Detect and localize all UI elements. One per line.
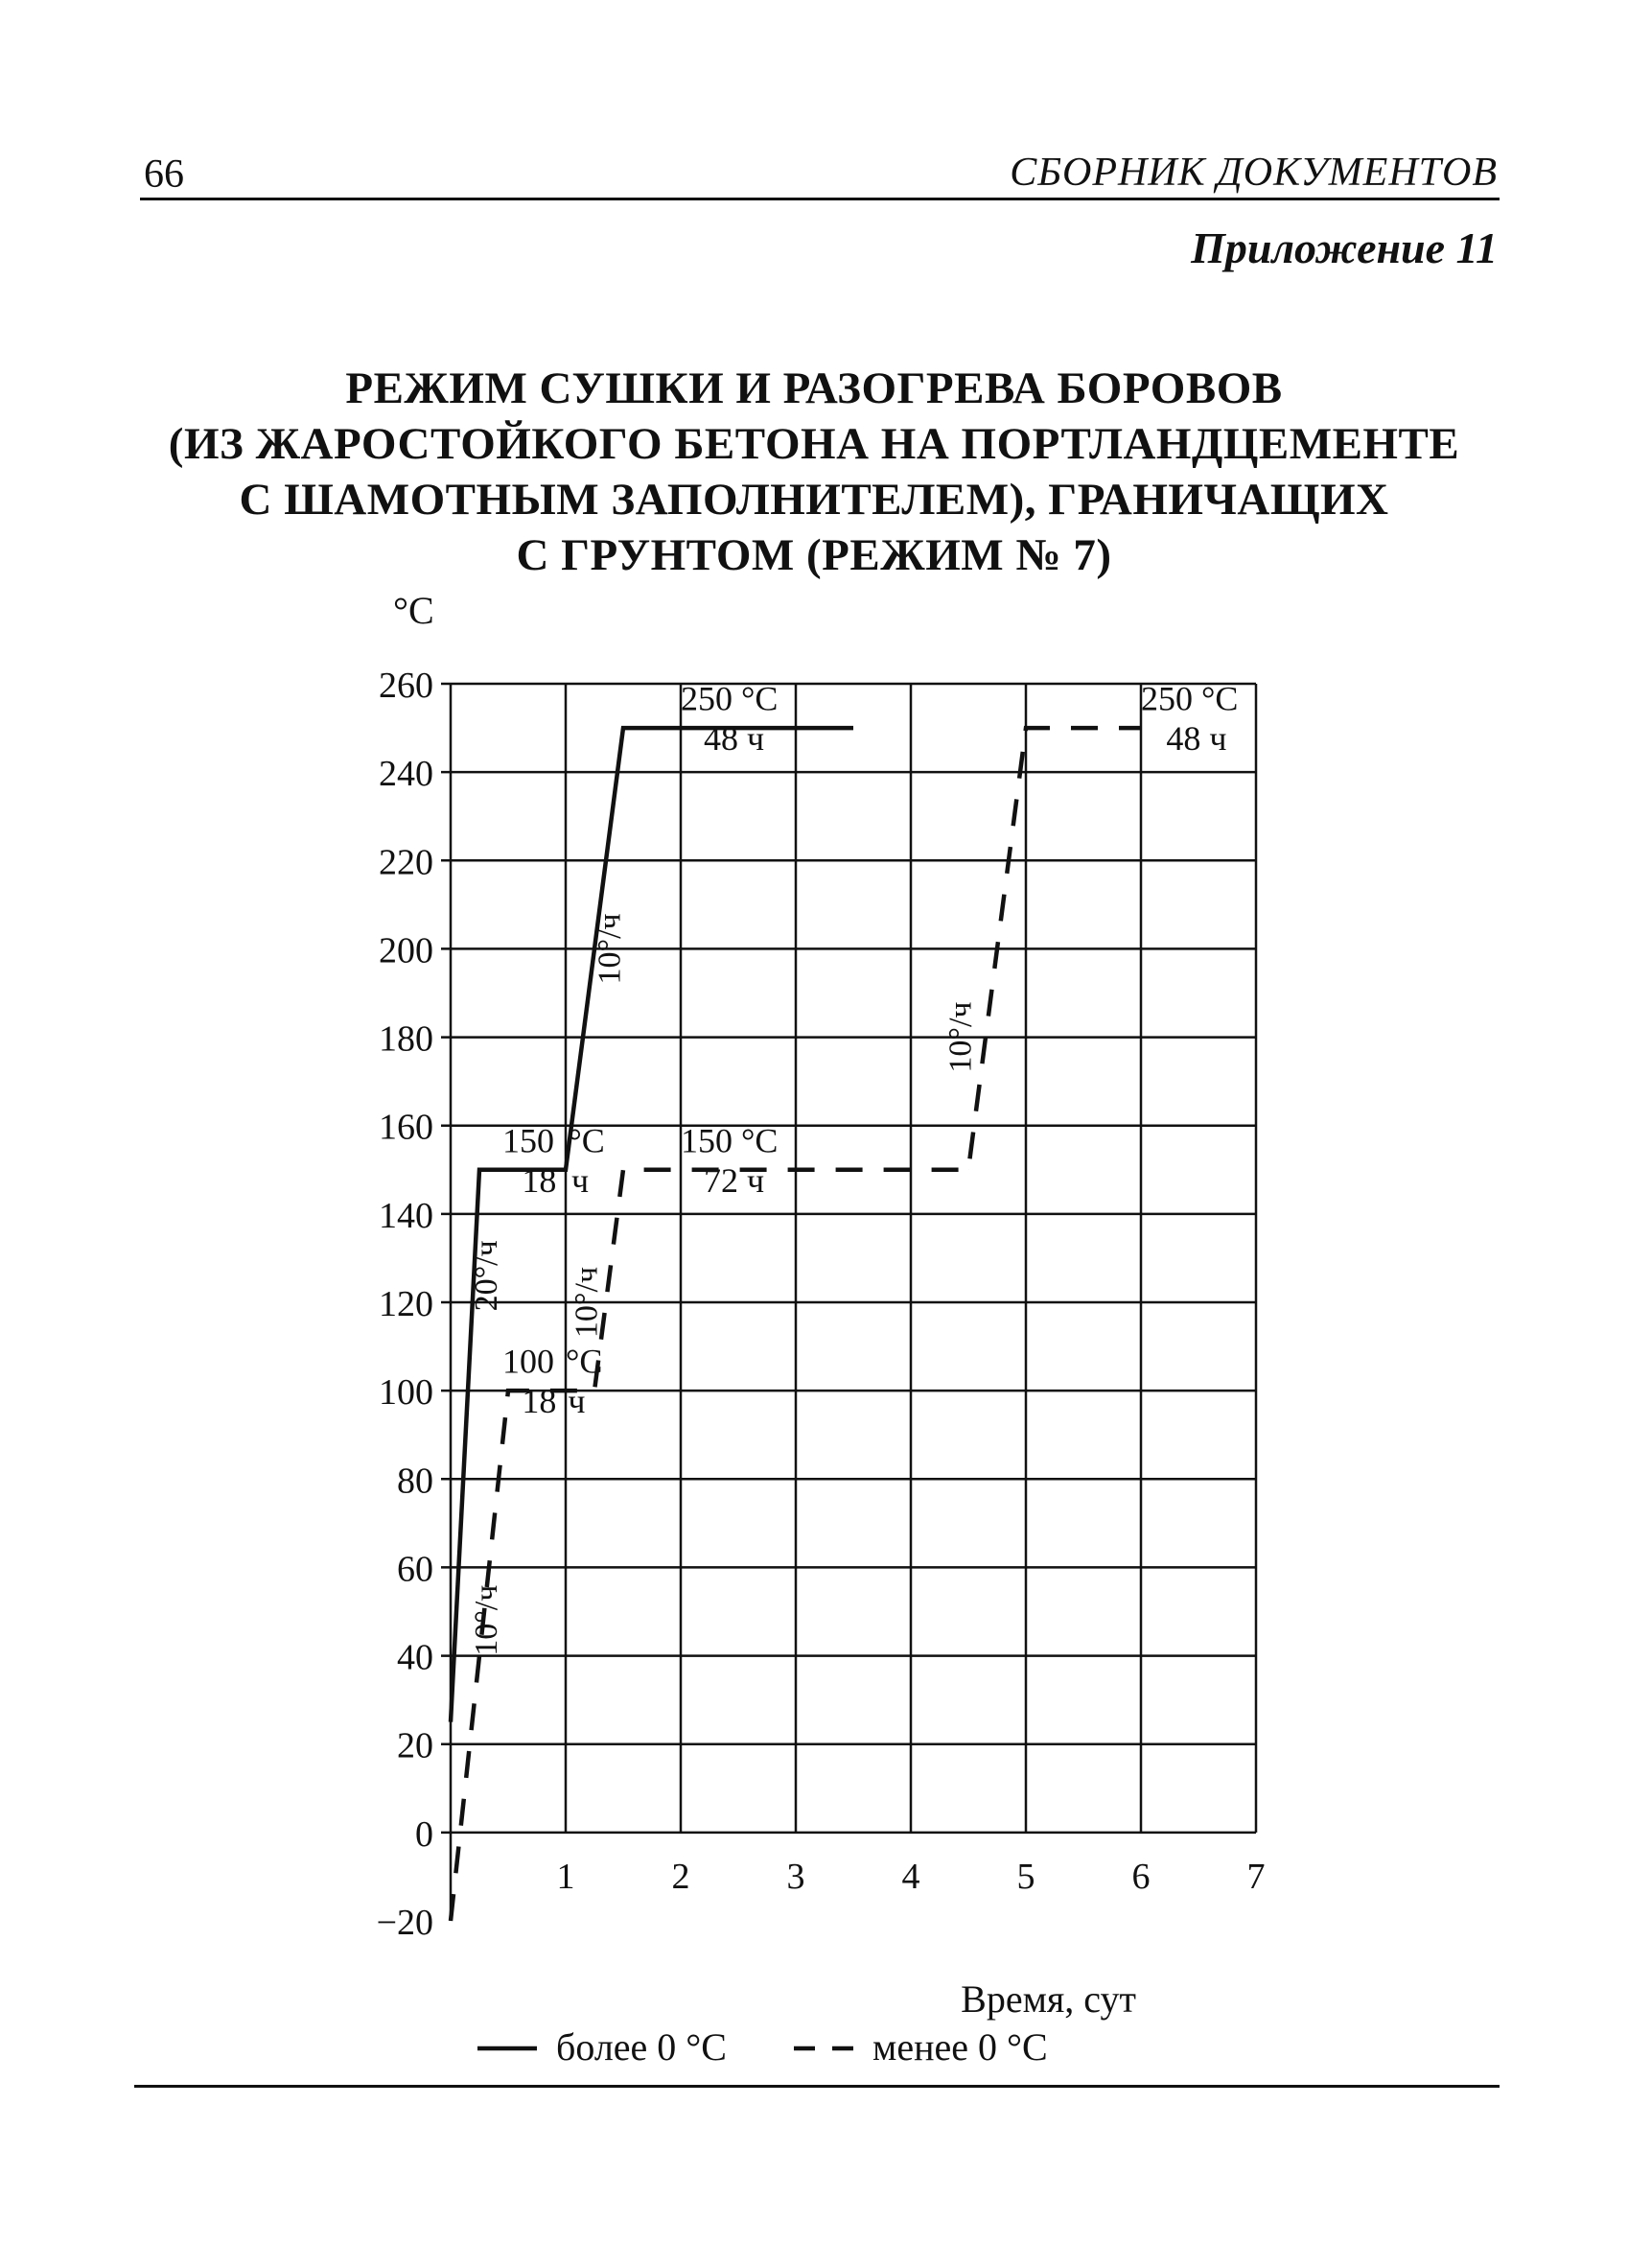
title-line-3: С ШАМОТНЫМ ЗАПОЛНИТЕЛЕМ), ГРАНИЧАЩИХ bbox=[239, 475, 1389, 525]
appendix-label: Приложение 11 bbox=[1191, 223, 1498, 272]
legend-label: менее 0 °С bbox=[872, 2025, 1048, 2069]
y-tick-label: 60 bbox=[397, 1549, 433, 1590]
title-line-2: (ИЗ ЖАРОСТОЙКОГО БЕТОНА НА ПОРТЛАНДЦЕМЕНТЕ bbox=[168, 419, 1460, 469]
x-tick-label: 4 bbox=[901, 1856, 920, 1897]
segment-annotation: 48 ч bbox=[704, 719, 765, 759]
y-tick-label: 40 bbox=[397, 1637, 433, 1678]
segment-annotation: 18 bbox=[522, 1382, 557, 1421]
y-tick-label: 160 bbox=[379, 1107, 433, 1148]
segment-annotation: 150 bbox=[502, 1121, 554, 1160]
page-number: 66 bbox=[144, 152, 184, 197]
segment-annotation: °С bbox=[568, 1121, 605, 1160]
y-tick-label: 80 bbox=[397, 1461, 433, 1502]
footer-rule bbox=[134, 2085, 1500, 2088]
x-tick-label: 1 bbox=[556, 1856, 575, 1897]
rate-label: 10°/ч bbox=[569, 1266, 605, 1339]
segment-annotation: 72 ч bbox=[704, 1160, 765, 1200]
title-line-4: С ГРУНТОМ (РЕЖИМ № 7) bbox=[516, 530, 1112, 580]
y-tick-label: 0 bbox=[415, 1813, 433, 1855]
series-line-above-zero bbox=[451, 728, 853, 1722]
y-tick-label: 260 bbox=[379, 666, 433, 706]
rate-label: 10°/ч bbox=[592, 913, 628, 985]
x-tick-label: 5 bbox=[1016, 1856, 1035, 1897]
segment-annotation: 250 °С bbox=[1141, 679, 1239, 718]
x-tick-label: 7 bbox=[1246, 1856, 1266, 1897]
x-tick-label: 6 bbox=[1131, 1856, 1151, 1897]
legend-label: более 0 °С bbox=[556, 2025, 727, 2069]
rate-label: 20°/ч bbox=[469, 1240, 504, 1312]
y-tick-label: 20 bbox=[397, 1725, 433, 1766]
y-tick-label: 140 bbox=[379, 1195, 433, 1236]
segment-annotation: ч bbox=[571, 1160, 590, 1200]
y-tick-label: 100 bbox=[379, 1372, 433, 1414]
y-axis-label: °C bbox=[393, 589, 434, 632]
segment-annotation: 150 °С bbox=[681, 1121, 779, 1160]
segment-annotation: 18 bbox=[522, 1160, 557, 1200]
rate-label: 10°/ч bbox=[469, 1584, 504, 1656]
y-tick-label: −20 bbox=[376, 1903, 433, 1943]
y-tick-label: 200 bbox=[379, 930, 433, 971]
x-tick-label: 2 bbox=[671, 1856, 690, 1897]
segment-annotation: 48 ч bbox=[1166, 719, 1227, 759]
segment-annotation: ч bbox=[568, 1382, 586, 1421]
y-tick-label: 220 bbox=[379, 842, 433, 883]
title-line-1: РЕЖИМ СУШКИ И РАЗОГРЕВА БОРОВОВ bbox=[345, 363, 1283, 413]
x-tick-label: 3 bbox=[786, 1856, 805, 1897]
segment-annotation: °С bbox=[566, 1342, 603, 1381]
segment-annotation: 100 bbox=[502, 1342, 554, 1381]
x-axis-label: Время, сут bbox=[961, 1977, 1136, 2021]
y-tick-label: 120 bbox=[379, 1284, 433, 1324]
segment-annotation: 250 °С bbox=[681, 679, 779, 718]
rate-label: 10°/ч bbox=[942, 1001, 979, 1073]
y-tick-label: 180 bbox=[379, 1018, 433, 1060]
collection-title: СБОРНИК ДОКУМЕНТОВ bbox=[1010, 151, 1498, 195]
y-tick-label: 240 bbox=[379, 754, 433, 795]
